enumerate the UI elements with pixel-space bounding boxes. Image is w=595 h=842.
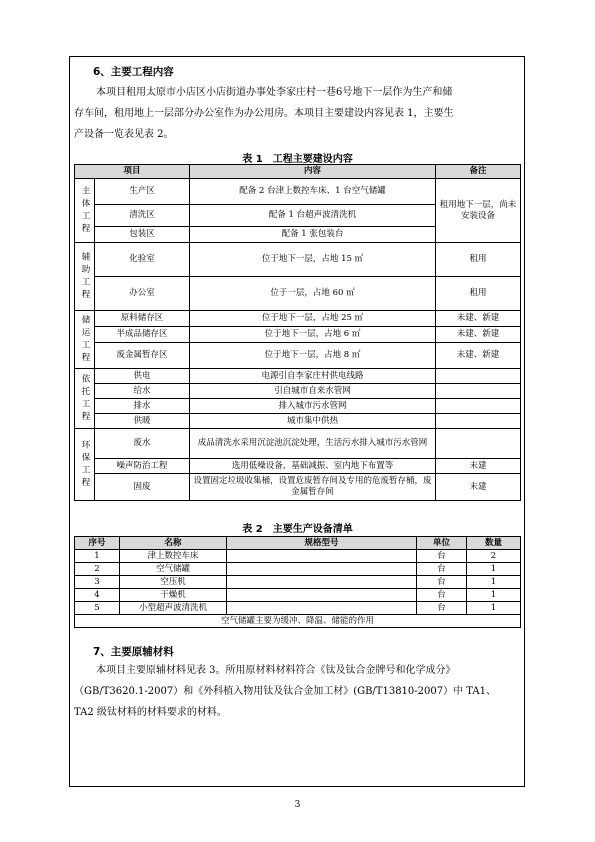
row-content: 引自城市自来水管网 <box>190 384 436 399</box>
cell-unit: 台 <box>417 550 467 563</box>
cell-name: 空气储罐 <box>120 563 227 576</box>
header-note: 备注 <box>436 165 521 179</box>
row-item: 噪声防治工程 <box>95 459 190 474</box>
row-item: 固废 <box>95 474 190 501</box>
cell-spec <box>227 589 417 602</box>
section-7-paragraph <box>74 660 520 723</box>
paragraph-line: 本项目租用太原市小店区小店街道办事处李家庄村一巷6号地下一层作为生产和储 <box>96 87 453 98</box>
cell-index: 4 <box>75 589 120 602</box>
row-content: 位于地下一层，占地 25 ㎡ <box>190 311 436 327</box>
construction-content-table <box>74 164 521 501</box>
row-item: 半成品储存区 <box>95 327 190 343</box>
row-note <box>436 399 521 414</box>
row-content: 设置固定垃圾收集桶，设置危废暂存间及专用的危废暂存桶，废金属暂存间 <box>190 474 436 501</box>
row-note <box>436 369 521 384</box>
page-number: 3 <box>294 800 301 810</box>
equipment-table <box>74 536 521 628</box>
row-item: 生产区 <box>95 179 190 205</box>
cell-name: 小型超声波清洗机 <box>120 602 227 615</box>
row-note: 未建、新建 <box>436 311 521 327</box>
cell-index: 5 <box>75 602 120 615</box>
header-quantity: 数量 <box>467 537 521 550</box>
table-row <box>75 563 521 576</box>
row-item: 供暖 <box>95 414 190 429</box>
row-content: 排入城市污水管网 <box>190 399 436 414</box>
cell-spec <box>227 576 417 589</box>
table-row <box>75 576 521 589</box>
row-note: 未建 <box>436 459 521 474</box>
table-row <box>75 589 521 602</box>
group-label: 主体工程 <box>75 179 95 243</box>
row-content: 城市集中供热 <box>190 414 436 429</box>
header-index: 序号 <box>75 537 120 550</box>
section-6-paragraph <box>74 82 520 145</box>
cell-name: 空压机 <box>120 576 227 589</box>
row-note <box>436 384 521 399</box>
row-note: 租用地下一层，尚未安装设备 <box>436 179 521 243</box>
section-7-title: 7、主要原辅材料 <box>93 646 174 658</box>
row-note: 租用 <box>436 243 521 277</box>
row-item: 化验室 <box>95 243 190 277</box>
cell-spec <box>227 602 417 615</box>
row-content: 电源引自李家庄村供电线路 <box>190 369 436 384</box>
row-content: 位于地下一层，占地 15 ㎡ <box>190 243 436 277</box>
cell-quantity: 1 <box>467 602 521 615</box>
row-item: 供电 <box>95 369 190 384</box>
header-name: 名称 <box>120 537 227 550</box>
cell-name: 津上数控车床 <box>120 550 227 563</box>
cell-unit: 台 <box>417 589 467 602</box>
row-item: 原料储存区 <box>95 311 190 327</box>
table-row <box>75 550 521 563</box>
row-item: 废金属暂存区 <box>95 343 190 369</box>
row-content: 位于地下一层，占地 8 ㎡ <box>190 343 436 369</box>
group-label: 依托工程 <box>75 369 95 429</box>
group-label: 辅助工程 <box>75 243 95 311</box>
paragraph-line: （GB/T3620.1-2007）和《外科植入物用钛及钛合金加工材》(GB/T13810-2007）中 TA1、 <box>74 686 496 697</box>
cell-spec <box>227 550 417 563</box>
header-item: 项目 <box>75 165 190 179</box>
cell-unit: 台 <box>417 602 467 615</box>
group-label: 储运工程 <box>75 311 95 369</box>
row-note <box>436 429 521 459</box>
paragraph-line: TA2 级钛材料的材料要求的材料。 <box>74 707 227 718</box>
row-note: 未建 <box>436 474 521 501</box>
row-note <box>436 414 521 429</box>
group-label: 环保工程 <box>75 429 95 501</box>
table-2-caption: 表 2 主要生产设备清单 <box>242 524 353 535</box>
cell-name: 干燥机 <box>120 589 227 602</box>
table-row <box>75 602 521 615</box>
table-note-row <box>75 615 521 628</box>
row-content: 位于地下一层，占地 6 ㎡ <box>190 327 436 343</box>
cell-quantity: 1 <box>467 589 521 602</box>
cell-quantity: 1 <box>467 563 521 576</box>
paragraph-line: 存车间，租用地上一层部分办公室作为办公用房。本项目主要建设内容见表 1，主要生 <box>74 108 454 119</box>
row-content: 配备 1 台超声波清洗机 <box>190 205 436 227</box>
row-content: 成品清洗水采用沉淀池沉淀处理，生活污水排入城市污水管网 <box>190 429 436 459</box>
row-content: 配备 1 张包装台 <box>190 227 436 243</box>
paragraph-line: 产设备一览表见表 2。 <box>74 129 174 140</box>
row-content: 位于一层，占地 60 ㎡ <box>190 277 436 311</box>
cell-index: 2 <box>75 563 120 576</box>
section-6-title: 6、主要工程内容 <box>93 66 174 78</box>
row-item: 办公室 <box>95 277 190 311</box>
paragraph-line: 本项目主要原辅材料见表 3。所用原材料材料符合《钛及钛合金牌号和化学成分》 <box>96 665 456 676</box>
row-item: 包装区 <box>95 227 190 243</box>
header-spec: 规格型号 <box>227 537 417 550</box>
cell-index: 3 <box>75 576 120 589</box>
cell-spec <box>227 563 417 576</box>
row-content: 选用低噪设备，基础减振、室内地下布置等 <box>190 459 436 474</box>
table-note: 空气储罐主要为缓冲、降温、储能的作用 <box>75 615 521 628</box>
cell-unit: 台 <box>417 576 467 589</box>
row-item: 废水 <box>95 429 190 459</box>
cell-unit: 台 <box>417 563 467 576</box>
header-unit: 单位 <box>417 537 467 550</box>
cell-quantity: 1 <box>467 576 521 589</box>
table-1-caption: 表 1 工程主要建设内容 <box>242 154 353 165</box>
row-content: 配备 2 台津上数控车床、1 台空气储罐 <box>190 179 436 205</box>
row-item: 给水 <box>95 384 190 399</box>
header-content: 内容 <box>190 165 436 179</box>
row-item: 排水 <box>95 399 190 414</box>
cell-index: 1 <box>75 550 120 563</box>
cell-quantity: 2 <box>467 550 521 563</box>
row-item: 清洗区 <box>95 205 190 227</box>
row-note: 租用 <box>436 277 521 311</box>
row-note: 未建、新建 <box>436 327 521 343</box>
row-note: 未建、新建 <box>436 343 521 369</box>
